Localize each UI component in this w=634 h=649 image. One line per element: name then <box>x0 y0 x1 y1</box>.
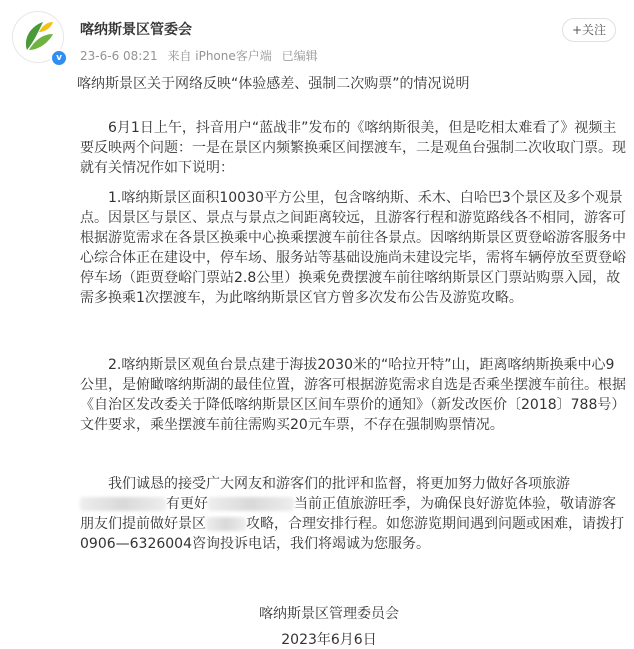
closing-text-d: 攻略，合理安排行程。如您游览期间遇到问题或困难，请拨打0906—6326004咨询投诉电话，我们将竭诚为您服务。 <box>80 516 624 552</box>
post-headline: 喀纳斯景区关于网络反映“体验感差、强制二次购票”的情况说明 <box>77 76 470 92</box>
paragraph-intro: 6月1日上午，抖音用户“蓝战非”发布的《喀纳斯很美，但是吃相太难看了》视频主要反映两个问题：一是在景区内频繁换乘区间摆渡车，二是观鱼台强制二次收取门票。现就有关情况作如下说明： <box>80 120 626 176</box>
blurred-text <box>80 497 166 511</box>
closing-text-c: 当前正值旅游旺季，为确保良好游览体验，敬请游客朋友们提前做好景区 <box>80 496 616 532</box>
paragraph-point-2: 2.喀纳斯景区观鱼台景点建于海拔2030米的“哈拉开特”山，距离喀纳斯换乘中心9公里，是俯瞰喀纳斯湖的最佳位置，游客可根据游览需求自选是否乘坐摆渡车前往。根据《自治区发改委关于降低喀纳斯景区区间车票价的通知》（新发改医价〔2018〕788号）文件要求，乘坐摆渡车前往需购买20元车票，不存在强制购票情况。 <box>80 357 626 433</box>
user-name[interactable]: 喀纳斯景区管委会 <box>80 22 192 38</box>
post-meta <box>80 47 324 64</box>
follow-button[interactable]: +关注 <box>562 18 616 42</box>
paragraph-point-1: 1.喀纳斯景区面积10030平方公里，包含喀纳斯、禾木、白哈巴3个景区及多个观景点。因景区与景区、景点与景点之间距离较远，且游客行程和游览路线各不相同，游客可根据游览需求在各景区换乘中心换乘摆渡车前往各景点。因喀纳斯景区贾登峪游客服务中心综合体正在建设中，停车场、服务站等基础设施尚未建设完毕，需将车辆停放至贾登峪停车场（距贾登峪门票站2.8公里）换乘免费摆渡车前往喀纳斯景区门票站购票入园，故需多换乘1次摆渡车，为此喀纳斯景区官方曾多次发布公告及游览攻略。 <box>80 190 626 306</box>
signature-date: 2023年6月6日 <box>281 632 377 648</box>
blurred-text <box>206 517 246 531</box>
paragraph-closing <box>80 474 628 554</box>
post-source: 来自 iPhone客户端 <box>167 49 272 63</box>
edited-label: 已编辑 <box>281 49 318 63</box>
verified-badge-icon: v <box>50 49 68 67</box>
closing-text-a: 我们诚恳的接受广大网友和游客们的批评和监督，将更加努力做好各项旅游 <box>108 476 570 492</box>
closing-text-b: 有更好 <box>166 496 208 512</box>
post-timestamp: 23-6-6 08:21 <box>80 49 158 63</box>
signature-org: 喀纳斯景区管理委员会 <box>259 606 399 622</box>
blurred-text <box>208 497 294 511</box>
